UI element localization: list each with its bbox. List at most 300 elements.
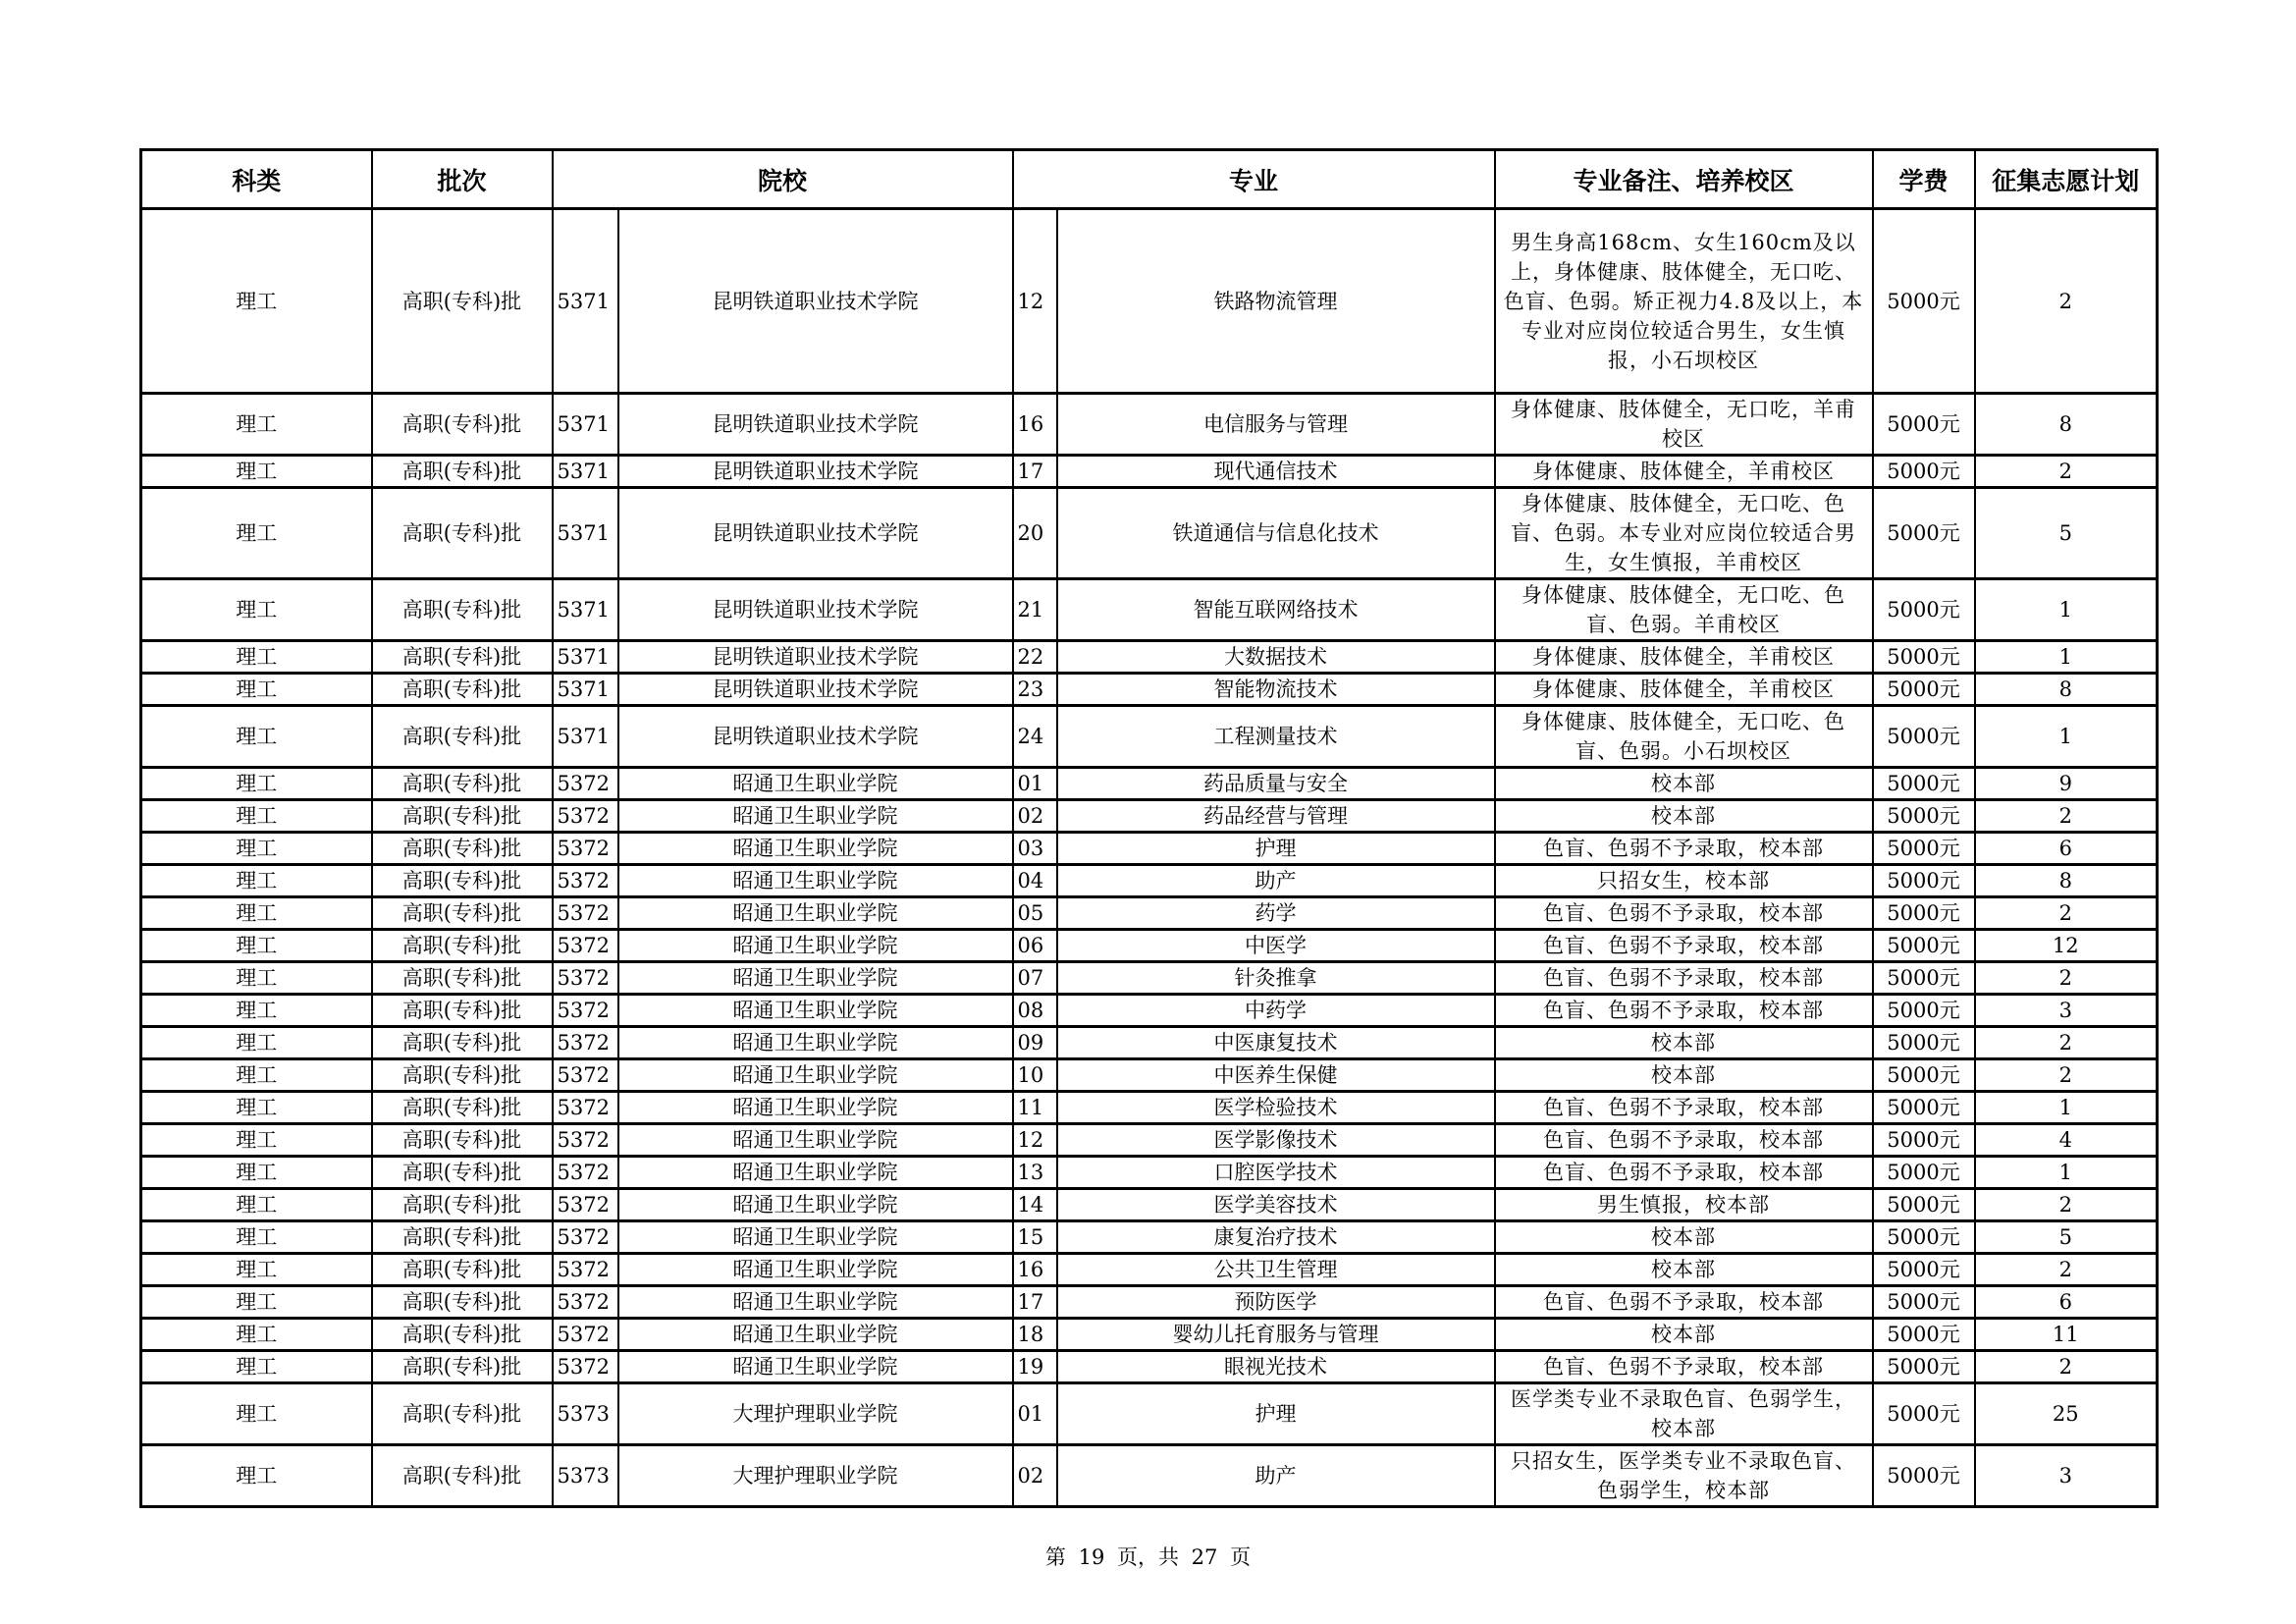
- plan-count-cell: 2: [1975, 1189, 2158, 1221]
- major-name-cell: 护理: [1057, 833, 1495, 865]
- table-row: [141, 394, 2158, 456]
- school-name-cell: 昆明铁道职业技术学院: [618, 209, 1013, 394]
- plan-count-cell: 2: [1975, 1351, 2158, 1383]
- category-cell: 理工: [141, 1027, 372, 1059]
- school-code-cell: 5372: [553, 1286, 618, 1319]
- major-name-cell: 电信服务与管理: [1057, 394, 1495, 456]
- plan-count-cell: 25: [1975, 1383, 2158, 1445]
- batch-cell: 高职(专科)批: [372, 962, 553, 995]
- tuition-cell: 5000元: [1873, 995, 1975, 1027]
- batch-cell: 高职(专科)批: [372, 488, 553, 579]
- plan-count-cell: 2: [1975, 1059, 2158, 1092]
- major-name-cell: 康复治疗技术: [1057, 1221, 1495, 1254]
- school-name-cell: 昭通卫生职业学院: [618, 1059, 1013, 1092]
- category-cell: 理工: [141, 1124, 372, 1157]
- major-code-cell: 17: [1013, 456, 1057, 488]
- tuition-cell: 5000元: [1873, 1157, 1975, 1189]
- major-name-cell: 助产: [1057, 865, 1495, 897]
- major-name-cell: 铁道通信与信息化技术: [1057, 488, 1495, 579]
- tuition-cell: 5000元: [1873, 1286, 1975, 1319]
- table-row: [141, 995, 2158, 1027]
- school-name-cell: 昆明铁道职业技术学院: [618, 456, 1013, 488]
- note-cell: 色盲、色弱不予录取，校本部: [1495, 897, 1873, 930]
- school-code-cell: 5372: [553, 833, 618, 865]
- table-row: [141, 1059, 2158, 1092]
- tuition-cell: 5000元: [1873, 930, 1975, 962]
- batch-cell: 高职(专科)批: [372, 897, 553, 930]
- batch-cell: 高职(专科)批: [372, 865, 553, 897]
- school-name-cell: 昆明铁道职业技术学院: [618, 641, 1013, 674]
- batch-cell: 高职(专科)批: [372, 456, 553, 488]
- category-cell: 理工: [141, 579, 372, 641]
- school-name-cell: 昭通卫生职业学院: [618, 1286, 1013, 1319]
- major-code-cell: 02: [1013, 1445, 1057, 1507]
- plan-count-cell: 2: [1975, 1254, 2158, 1286]
- category-cell: 理工: [141, 456, 372, 488]
- table-row: [141, 1124, 2158, 1157]
- tuition-cell: 5000元: [1873, 1189, 1975, 1221]
- major-code-cell: 22: [1013, 641, 1057, 674]
- major-code-cell: 05: [1013, 897, 1057, 930]
- category-cell: 理工: [141, 930, 372, 962]
- plan-count-cell: 2: [1975, 962, 2158, 995]
- tuition-cell: 5000元: [1873, 1351, 1975, 1383]
- batch-cell: 高职(专科)批: [372, 1383, 553, 1445]
- tuition-cell: 5000元: [1873, 833, 1975, 865]
- major-code-cell: 02: [1013, 800, 1057, 833]
- tuition-cell: 5000元: [1873, 865, 1975, 897]
- note-cell: 校本部: [1495, 1319, 1873, 1351]
- category-cell: 理工: [141, 488, 372, 579]
- major-code-cell: 08: [1013, 995, 1057, 1027]
- note-cell: 身体健康、肢体健全，无口吃、色盲、色弱。小石坝校区: [1495, 706, 1873, 768]
- tuition-cell: 5000元: [1873, 800, 1975, 833]
- table-row: [141, 1286, 2158, 1319]
- plan-count-cell: 6: [1975, 833, 2158, 865]
- major-name-cell: 眼视光技术: [1057, 1351, 1495, 1383]
- header-major: 专业: [1013, 150, 1495, 209]
- major-name-cell: 医学检验技术: [1057, 1092, 1495, 1124]
- major-code-cell: 11: [1013, 1092, 1057, 1124]
- plan-count-cell: 3: [1975, 1445, 2158, 1507]
- major-code-cell: 21: [1013, 579, 1057, 641]
- tuition-cell: 5000元: [1873, 1027, 1975, 1059]
- batch-cell: 高职(专科)批: [372, 579, 553, 641]
- batch-cell: 高职(专科)批: [372, 1189, 553, 1221]
- category-cell: 理工: [141, 897, 372, 930]
- table-row: [141, 930, 2158, 962]
- major-name-cell: 中药学: [1057, 995, 1495, 1027]
- tuition-cell: 5000元: [1873, 488, 1975, 579]
- batch-cell: 高职(专科)批: [372, 800, 553, 833]
- major-name-cell: 公共卫生管理: [1057, 1254, 1495, 1286]
- major-code-cell: 07: [1013, 962, 1057, 995]
- table-row: [141, 706, 2158, 768]
- note-cell: 身体健康、肢体健全，羊甫校区: [1495, 674, 1873, 706]
- major-code-cell: 19: [1013, 1351, 1057, 1383]
- admission-plan-table: [139, 148, 2159, 1508]
- major-code-cell: 17: [1013, 1286, 1057, 1319]
- table-row: [141, 865, 2158, 897]
- major-code-cell: 03: [1013, 833, 1057, 865]
- batch-cell: 高职(专科)批: [372, 930, 553, 962]
- school-code-cell: 5373: [553, 1445, 618, 1507]
- tuition-cell: 5000元: [1873, 768, 1975, 800]
- category-cell: 理工: [141, 1319, 372, 1351]
- tuition-cell: 5000元: [1873, 674, 1975, 706]
- school-code-cell: 5372: [553, 1157, 618, 1189]
- school-code-cell: 5371: [553, 209, 618, 394]
- table-row: [141, 456, 2158, 488]
- tuition-cell: 5000元: [1873, 1059, 1975, 1092]
- header-school: 院校: [553, 150, 1013, 209]
- header-plan: 征集志愿计划: [1975, 150, 2158, 209]
- note-cell: 身体健康、肢体健全，无口吃、色盲、色弱。本专业对应岗位较适合男生，女生慎报，羊甫校区: [1495, 488, 1873, 579]
- plan-count-cell: 2: [1975, 1027, 2158, 1059]
- school-code-cell: 5372: [553, 865, 618, 897]
- batch-cell: 高职(专科)批: [372, 394, 553, 456]
- school-code-cell: 5372: [553, 995, 618, 1027]
- header-category: 科类: [141, 150, 372, 209]
- plan-count-cell: 9: [1975, 768, 2158, 800]
- batch-cell: 高职(专科)批: [372, 1124, 553, 1157]
- plan-count-cell: 2: [1975, 897, 2158, 930]
- major-code-cell: 13: [1013, 1157, 1057, 1189]
- plan-count-cell: 1: [1975, 706, 2158, 768]
- school-code-cell: 5372: [553, 1319, 618, 1351]
- category-cell: 理工: [141, 706, 372, 768]
- plan-count-cell: 1: [1975, 579, 2158, 641]
- plan-count-cell: 8: [1975, 394, 2158, 456]
- school-code-cell: 5372: [553, 930, 618, 962]
- table-row: [141, 1383, 2158, 1445]
- batch-cell: 高职(专科)批: [372, 1092, 553, 1124]
- school-code-cell: 5372: [553, 768, 618, 800]
- major-name-cell: 药品质量与安全: [1057, 768, 1495, 800]
- major-name-cell: 药学: [1057, 897, 1495, 930]
- school-code-cell: 5372: [553, 1254, 618, 1286]
- batch-cell: 高职(专科)批: [372, 1027, 553, 1059]
- note-cell: 身体健康、肢体健全，羊甫校区: [1495, 456, 1873, 488]
- school-name-cell: 昭通卫生职业学院: [618, 833, 1013, 865]
- major-code-cell: 01: [1013, 1383, 1057, 1445]
- table-row: [141, 1157, 2158, 1189]
- note-cell: 色盲、色弱不予录取，校本部: [1495, 833, 1873, 865]
- category-cell: 理工: [141, 1157, 372, 1189]
- major-code-cell: 24: [1013, 706, 1057, 768]
- table-row: [141, 800, 2158, 833]
- major-code-cell: 16: [1013, 1254, 1057, 1286]
- major-name-cell: 口腔医学技术: [1057, 1157, 1495, 1189]
- school-name-cell: 昆明铁道职业技术学院: [618, 706, 1013, 768]
- tuition-cell: 5000元: [1873, 1383, 1975, 1445]
- school-code-cell: 5371: [553, 674, 618, 706]
- major-name-cell: 现代通信技术: [1057, 456, 1495, 488]
- table-row: [141, 488, 2158, 579]
- note-cell: 身体健康、肢体健全，无口吃、色盲、色弱。羊甫校区: [1495, 579, 1873, 641]
- school-name-cell: 昭通卫生职业学院: [618, 930, 1013, 962]
- major-code-cell: 16: [1013, 394, 1057, 456]
- school-name-cell: 昆明铁道职业技术学院: [618, 674, 1013, 706]
- school-name-cell: 大理护理职业学院: [618, 1445, 1013, 1507]
- batch-cell: 高职(专科)批: [372, 833, 553, 865]
- school-name-cell: 昭通卫生职业学院: [618, 865, 1013, 897]
- tuition-cell: 5000元: [1873, 962, 1975, 995]
- plan-count-cell: 5: [1975, 488, 2158, 579]
- tuition-cell: 5000元: [1873, 456, 1975, 488]
- table-row: [141, 833, 2158, 865]
- major-name-cell: 预防医学: [1057, 1286, 1495, 1319]
- major-code-cell: 12: [1013, 209, 1057, 394]
- table-row: [141, 1319, 2158, 1351]
- batch-cell: 高职(专科)批: [372, 768, 553, 800]
- category-cell: 理工: [141, 209, 372, 394]
- table-row: [141, 579, 2158, 641]
- plan-count-cell: 3: [1975, 995, 2158, 1027]
- school-name-cell: 昆明铁道职业技术学院: [618, 579, 1013, 641]
- note-cell: 色盲、色弱不予录取，校本部: [1495, 930, 1873, 962]
- major-code-cell: 09: [1013, 1027, 1057, 1059]
- major-code-cell: 18: [1013, 1319, 1057, 1351]
- school-name-cell: 昭通卫生职业学院: [618, 897, 1013, 930]
- major-name-cell: 中医学: [1057, 930, 1495, 962]
- category-cell: 理工: [141, 674, 372, 706]
- major-code-cell: 12: [1013, 1124, 1057, 1157]
- school-name-cell: 昭通卫生职业学院: [618, 1351, 1013, 1383]
- category-cell: 理工: [141, 1286, 372, 1319]
- note-cell: 色盲、色弱不予录取，校本部: [1495, 1286, 1873, 1319]
- batch-cell: 高职(专科)批: [372, 1254, 553, 1286]
- school-name-cell: 昭通卫生职业学院: [618, 995, 1013, 1027]
- table-row: [141, 1351, 2158, 1383]
- school-name-cell: 昭通卫生职业学院: [618, 1189, 1013, 1221]
- category-cell: 理工: [141, 1189, 372, 1221]
- school-code-cell: 5372: [553, 897, 618, 930]
- note-cell: 校本部: [1495, 800, 1873, 833]
- table-row: [141, 674, 2158, 706]
- table-row: [141, 962, 2158, 995]
- note-cell: 校本部: [1495, 1221, 1873, 1254]
- table-row: [141, 1027, 2158, 1059]
- note-cell: 身体健康、肢体健全，羊甫校区: [1495, 641, 1873, 674]
- school-code-cell: 5372: [553, 1351, 618, 1383]
- table-row: [141, 1221, 2158, 1254]
- school-name-cell: 大理护理职业学院: [618, 1383, 1013, 1445]
- note-cell: 男生身高168cm、女生160cm及以上，身体健康、肢体健全，无口吃、色盲、色弱。矫正视力4.8及以上，本专业对应岗位较适合男生，女生慎报，小石坝校区: [1495, 209, 1873, 394]
- major-name-cell: 智能互联网络技术: [1057, 579, 1495, 641]
- note-cell: 色盲、色弱不予录取，校本部: [1495, 962, 1873, 995]
- batch-cell: 高职(专科)批: [372, 1059, 553, 1092]
- batch-cell: 高职(专科)批: [372, 1221, 553, 1254]
- tuition-cell: 5000元: [1873, 1124, 1975, 1157]
- note-cell: 只招女生，医学类专业不录取色盲、色弱学生，校本部: [1495, 1445, 1873, 1507]
- plan-count-cell: 2: [1975, 209, 2158, 394]
- category-cell: 理工: [141, 1383, 372, 1445]
- school-name-cell: 昭通卫生职业学院: [618, 1254, 1013, 1286]
- plan-count-cell: 8: [1975, 865, 2158, 897]
- major-name-cell: 智能物流技术: [1057, 674, 1495, 706]
- school-code-cell: 5371: [553, 456, 618, 488]
- header-batch: 批次: [372, 150, 553, 209]
- major-code-cell: 06: [1013, 930, 1057, 962]
- batch-cell: 高职(专科)批: [372, 209, 553, 394]
- major-name-cell: 工程测量技术: [1057, 706, 1495, 768]
- plan-count-cell: 1: [1975, 641, 2158, 674]
- school-name-cell: 昭通卫生职业学院: [618, 800, 1013, 833]
- plan-count-cell: 11: [1975, 1319, 2158, 1351]
- note-cell: 色盲、色弱不予录取，校本部: [1495, 995, 1873, 1027]
- school-code-cell: 5372: [553, 1059, 618, 1092]
- major-code-cell: 23: [1013, 674, 1057, 706]
- school-name-cell: 昭通卫生职业学院: [618, 1319, 1013, 1351]
- table-row: [141, 1254, 2158, 1286]
- note-cell: 医学类专业不录取色盲、色弱学生，校本部: [1495, 1383, 1873, 1445]
- school-code-cell: 5371: [553, 488, 618, 579]
- batch-cell: 高职(专科)批: [372, 641, 553, 674]
- major-name-cell: 中医养生保健: [1057, 1059, 1495, 1092]
- major-name-cell: 铁路物流管理: [1057, 209, 1495, 394]
- school-name-cell: 昆明铁道职业技术学院: [618, 488, 1013, 579]
- table-row: [141, 1092, 2158, 1124]
- batch-cell: 高职(专科)批: [372, 1445, 553, 1507]
- major-name-cell: 针灸推拿: [1057, 962, 1495, 995]
- plan-count-cell: 8: [1975, 674, 2158, 706]
- category-cell: 理工: [141, 394, 372, 456]
- school-name-cell: 昭通卫生职业学院: [618, 1124, 1013, 1157]
- category-cell: 理工: [141, 962, 372, 995]
- school-name-cell: 昭通卫生职业学院: [618, 1027, 1013, 1059]
- batch-cell: 高职(专科)批: [372, 1286, 553, 1319]
- tuition-cell: 5000元: [1873, 394, 1975, 456]
- header-note: 专业备注、培养校区: [1495, 150, 1873, 209]
- note-cell: 色盲、色弱不予录取，校本部: [1495, 1157, 1873, 1189]
- category-cell: 理工: [141, 768, 372, 800]
- school-name-cell: 昭通卫生职业学院: [618, 768, 1013, 800]
- plan-count-cell: 2: [1975, 800, 2158, 833]
- note-cell: 色盲、色弱不予录取，校本部: [1495, 1092, 1873, 1124]
- school-name-cell: 昭通卫生职业学院: [618, 962, 1013, 995]
- tuition-cell: 5000元: [1873, 1221, 1975, 1254]
- table-row: [141, 209, 2158, 394]
- major-code-cell: 14: [1013, 1189, 1057, 1221]
- table-row: [141, 768, 2158, 800]
- major-code-cell: 01: [1013, 768, 1057, 800]
- category-cell: 理工: [141, 1221, 372, 1254]
- plan-count-cell: 2: [1975, 456, 2158, 488]
- table-row: [141, 1445, 2158, 1507]
- school-code-cell: 5372: [553, 1124, 618, 1157]
- tuition-cell: 5000元: [1873, 579, 1975, 641]
- tuition-cell: 5000元: [1873, 209, 1975, 394]
- school-code-cell: 5372: [553, 800, 618, 833]
- school-code-cell: 5372: [553, 962, 618, 995]
- category-cell: 理工: [141, 833, 372, 865]
- note-cell: 校本部: [1495, 1027, 1873, 1059]
- batch-cell: 高职(专科)批: [372, 1319, 553, 1351]
- school-name-cell: 昭通卫生职业学院: [618, 1221, 1013, 1254]
- major-name-cell: 婴幼儿托育服务与管理: [1057, 1319, 1495, 1351]
- category-cell: 理工: [141, 1351, 372, 1383]
- major-name-cell: 大数据技术: [1057, 641, 1495, 674]
- major-code-cell: 10: [1013, 1059, 1057, 1092]
- school-code-cell: 5372: [553, 1189, 618, 1221]
- tuition-cell: 5000元: [1873, 1092, 1975, 1124]
- tuition-cell: 5000元: [1873, 1254, 1975, 1286]
- major-name-cell: 中医康复技术: [1057, 1027, 1495, 1059]
- category-cell: 理工: [141, 1059, 372, 1092]
- batch-cell: 高职(专科)批: [372, 1351, 553, 1383]
- category-cell: 理工: [141, 1092, 372, 1124]
- tuition-cell: 5000元: [1873, 641, 1975, 674]
- note-cell: 男生慎报，校本部: [1495, 1189, 1873, 1221]
- major-name-cell: 护理: [1057, 1383, 1495, 1445]
- tuition-cell: 5000元: [1873, 897, 1975, 930]
- school-code-cell: 5371: [553, 706, 618, 768]
- school-code-cell: 5371: [553, 579, 618, 641]
- school-code-cell: 5372: [553, 1027, 618, 1059]
- category-cell: 理工: [141, 800, 372, 833]
- category-cell: 理工: [141, 641, 372, 674]
- major-code-cell: 15: [1013, 1221, 1057, 1254]
- category-cell: 理工: [141, 1445, 372, 1507]
- note-cell: 校本部: [1495, 1059, 1873, 1092]
- plan-count-cell: 6: [1975, 1286, 2158, 1319]
- plan-count-cell: 1: [1975, 1157, 2158, 1189]
- note-cell: 身体健康、肢体健全，无口吃，羊甫校区: [1495, 394, 1873, 456]
- note-cell: 校本部: [1495, 768, 1873, 800]
- plan-count-cell: 1: [1975, 1092, 2158, 1124]
- plan-count-cell: 5: [1975, 1221, 2158, 1254]
- school-name-cell: 昆明铁道职业技术学院: [618, 394, 1013, 456]
- plan-count-cell: 4: [1975, 1124, 2158, 1157]
- school-code-cell: 5371: [553, 641, 618, 674]
- note-cell: 校本部: [1495, 1254, 1873, 1286]
- table-row: [141, 1189, 2158, 1221]
- table-body: [141, 209, 2158, 1507]
- batch-cell: 高职(专科)批: [372, 706, 553, 768]
- tuition-cell: 5000元: [1873, 706, 1975, 768]
- header-tuition: 学费: [1873, 150, 1975, 209]
- tuition-cell: 5000元: [1873, 1445, 1975, 1507]
- note-cell: 色盲、色弱不予录取，校本部: [1495, 1351, 1873, 1383]
- major-code-cell: 20: [1013, 488, 1057, 579]
- school-code-cell: 5373: [553, 1383, 618, 1445]
- major-code-cell: 04: [1013, 865, 1057, 897]
- category-cell: 理工: [141, 865, 372, 897]
- tuition-cell: 5000元: [1873, 1319, 1975, 1351]
- table-row: [141, 897, 2158, 930]
- school-name-cell: 昭通卫生职业学院: [618, 1157, 1013, 1189]
- school-code-cell: 5371: [553, 394, 618, 456]
- batch-cell: 高职(专科)批: [372, 1157, 553, 1189]
- school-name-cell: 昭通卫生职业学院: [618, 1092, 1013, 1124]
- major-name-cell: 医学美容技术: [1057, 1189, 1495, 1221]
- plan-count-cell: 12: [1975, 930, 2158, 962]
- category-cell: 理工: [141, 995, 372, 1027]
- page-number: 第 19 页，共 27 页: [1044, 1545, 1252, 1569]
- note-cell: 只招女生，校本部: [1495, 865, 1873, 897]
- major-name-cell: 医学影像技术: [1057, 1124, 1495, 1157]
- school-code-cell: 5372: [553, 1221, 618, 1254]
- table-header-row: [141, 150, 2158, 209]
- note-cell: 色盲、色弱不予录取，校本部: [1495, 1124, 1873, 1157]
- batch-cell: 高职(专科)批: [372, 995, 553, 1027]
- major-name-cell: 助产: [1057, 1445, 1495, 1507]
- table-row: [141, 641, 2158, 674]
- batch-cell: 高职(专科)批: [372, 674, 553, 706]
- school-code-cell: 5372: [553, 1092, 618, 1124]
- category-cell: 理工: [141, 1254, 372, 1286]
